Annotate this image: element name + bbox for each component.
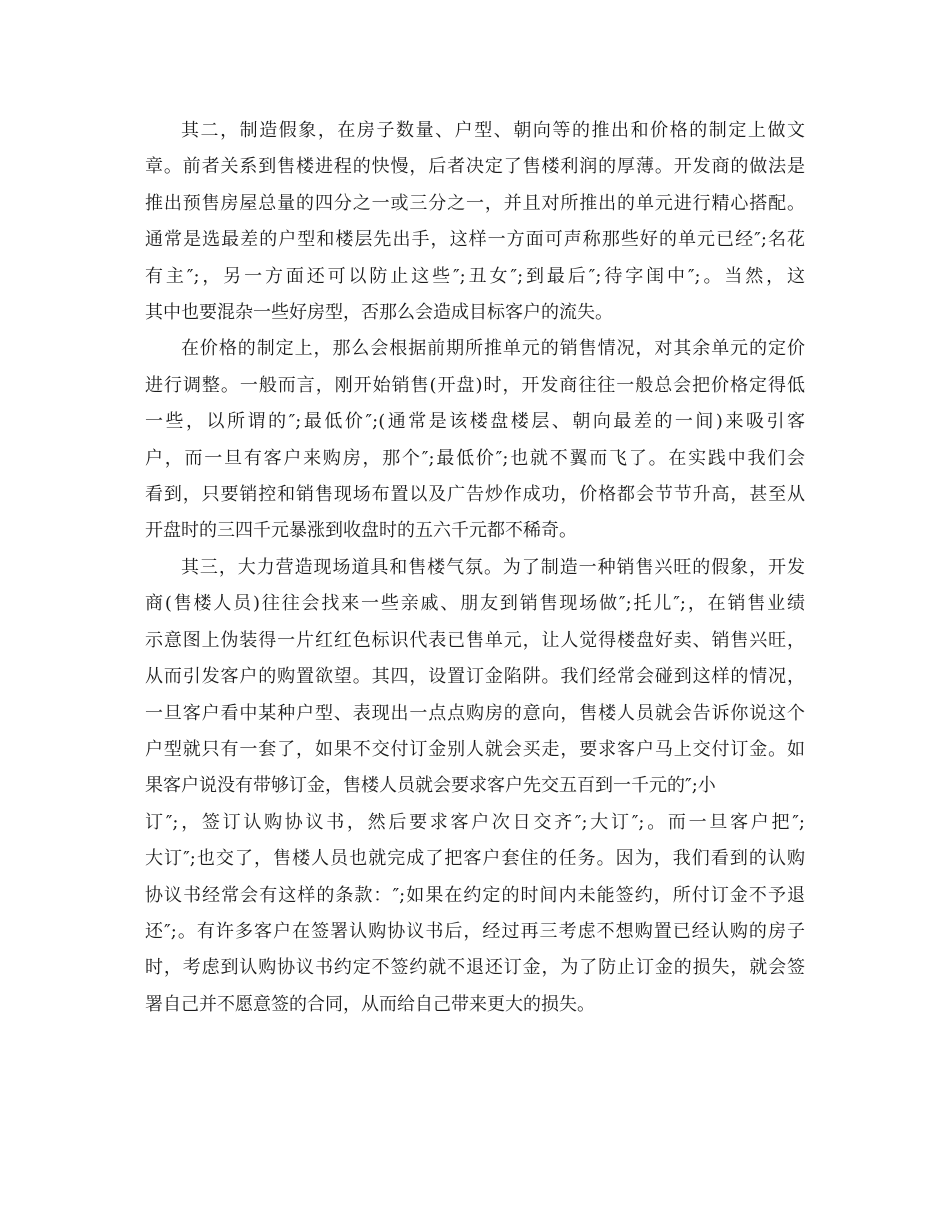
text-line: 署自己并不愿意签的合同，从而给自己带来更大的损失。 <box>145 993 595 1015</box>
text-line: 果客户说没有带够订金，售楼人员就会要求客户先交五百到一千元的″;小 <box>145 775 716 797</box>
text-line: 章。前者关系到售楼进程的快慢，后者决定了售楼利润的厚薄。开发商的做法是 <box>145 156 805 178</box>
text-line: 其中也要混杂一些好房型，否那么会造成目标客户的流失。 <box>145 302 613 324</box>
text-line: 在价格的制定上，那么会根据前期所推单元的销售情况，对其余单元的定价 <box>181 338 805 360</box>
text-line: 开盘时的三四千元暴涨到收盘时的五六千元都不稀奇。 <box>145 520 577 542</box>
text-line: 其二，制造假象，在房子数量、户型、朝向等的推出和价格的制定上做文 <box>181 120 805 141</box>
paragraph-1 <box>145 113 805 331</box>
document-body <box>145 113 805 1023</box>
text-line: 还″;。有许多客户在签署认购协议书后，经过再三考虑不想购置已经认购的房子 <box>145 920 805 942</box>
text-line: 协议书经常会有这样的条款：″;如果在约定的时间内未能签约，所付订金不予退 <box>145 884 805 906</box>
text-line: 订″;，签订认购协议书，然后要求客户次日交齐″;大订″;。而一旦客户把″; <box>145 811 805 833</box>
text-line: 大订″;也交了，售楼人员也就完成了把客户套住的任务。因为，我们看到的认购 <box>145 848 805 870</box>
text-line: 商(售楼人员)往往会找来一些亲戚、朋友到销售现场做″;托儿″;，在销售业绩 <box>145 593 805 615</box>
text-line: 户，而一旦有客户来购房，那个″;最低价″;也就不翼而飞了。在实践中我们会 <box>145 447 805 469</box>
text-line: 示意图上伪装得一片红红色标识代表已售单元，让人觉得楼盘好卖、销售兴旺， <box>145 629 805 651</box>
paragraph-2 <box>145 331 805 549</box>
text-line: 进行调整。一般而言，刚开始销售(开盘)时，开发商往往一般总会把价格定得低 <box>145 374 805 396</box>
text-line: 看到，只要销控和销售现场布置以及广告炒作成功，价格都会节节升高，甚至从 <box>145 484 805 506</box>
text-line: 从而引发客户的购置欲望。其四，设置订金陷阱。我们经常会碰到这样的情况， <box>145 666 805 688</box>
text-line: 一旦客户看中某种户型、表现出一点点购房的意向，售楼人员就会告诉你说这个 <box>145 702 805 724</box>
text-line: 通常是选最差的户型和楼层先出手，这样一方面可声称那些好的单元已经″;名花 <box>145 229 805 251</box>
paragraph-3 <box>145 550 805 1023</box>
text-line: 有主″;，另一方面还可以防止这些″;丑女″;到最后″;待字闺中″;。当然，这 <box>145 265 805 287</box>
text-line: 其三，大力营造现场道具和售楼气氛。为了制造一种销售兴旺的假象，开发 <box>181 556 805 578</box>
text-line: 一些，以所谓的″;最低价″;(通常是该楼盘楼层、朝向最差的一间)来吸引客 <box>145 411 805 433</box>
text-line: 户型就只有一套了，如果不交付订金别人就会买走，要求客户马上交付订金。如 <box>145 738 805 760</box>
text-line: 推出预售房屋总量的四分之一或三分之一，并且对所推出的单元进行精心搭配。 <box>145 192 805 214</box>
text-line: 时，考虑到认购协议书约定不签约就不退还订金，为了防止订金的损失，就会签 <box>145 957 805 979</box>
